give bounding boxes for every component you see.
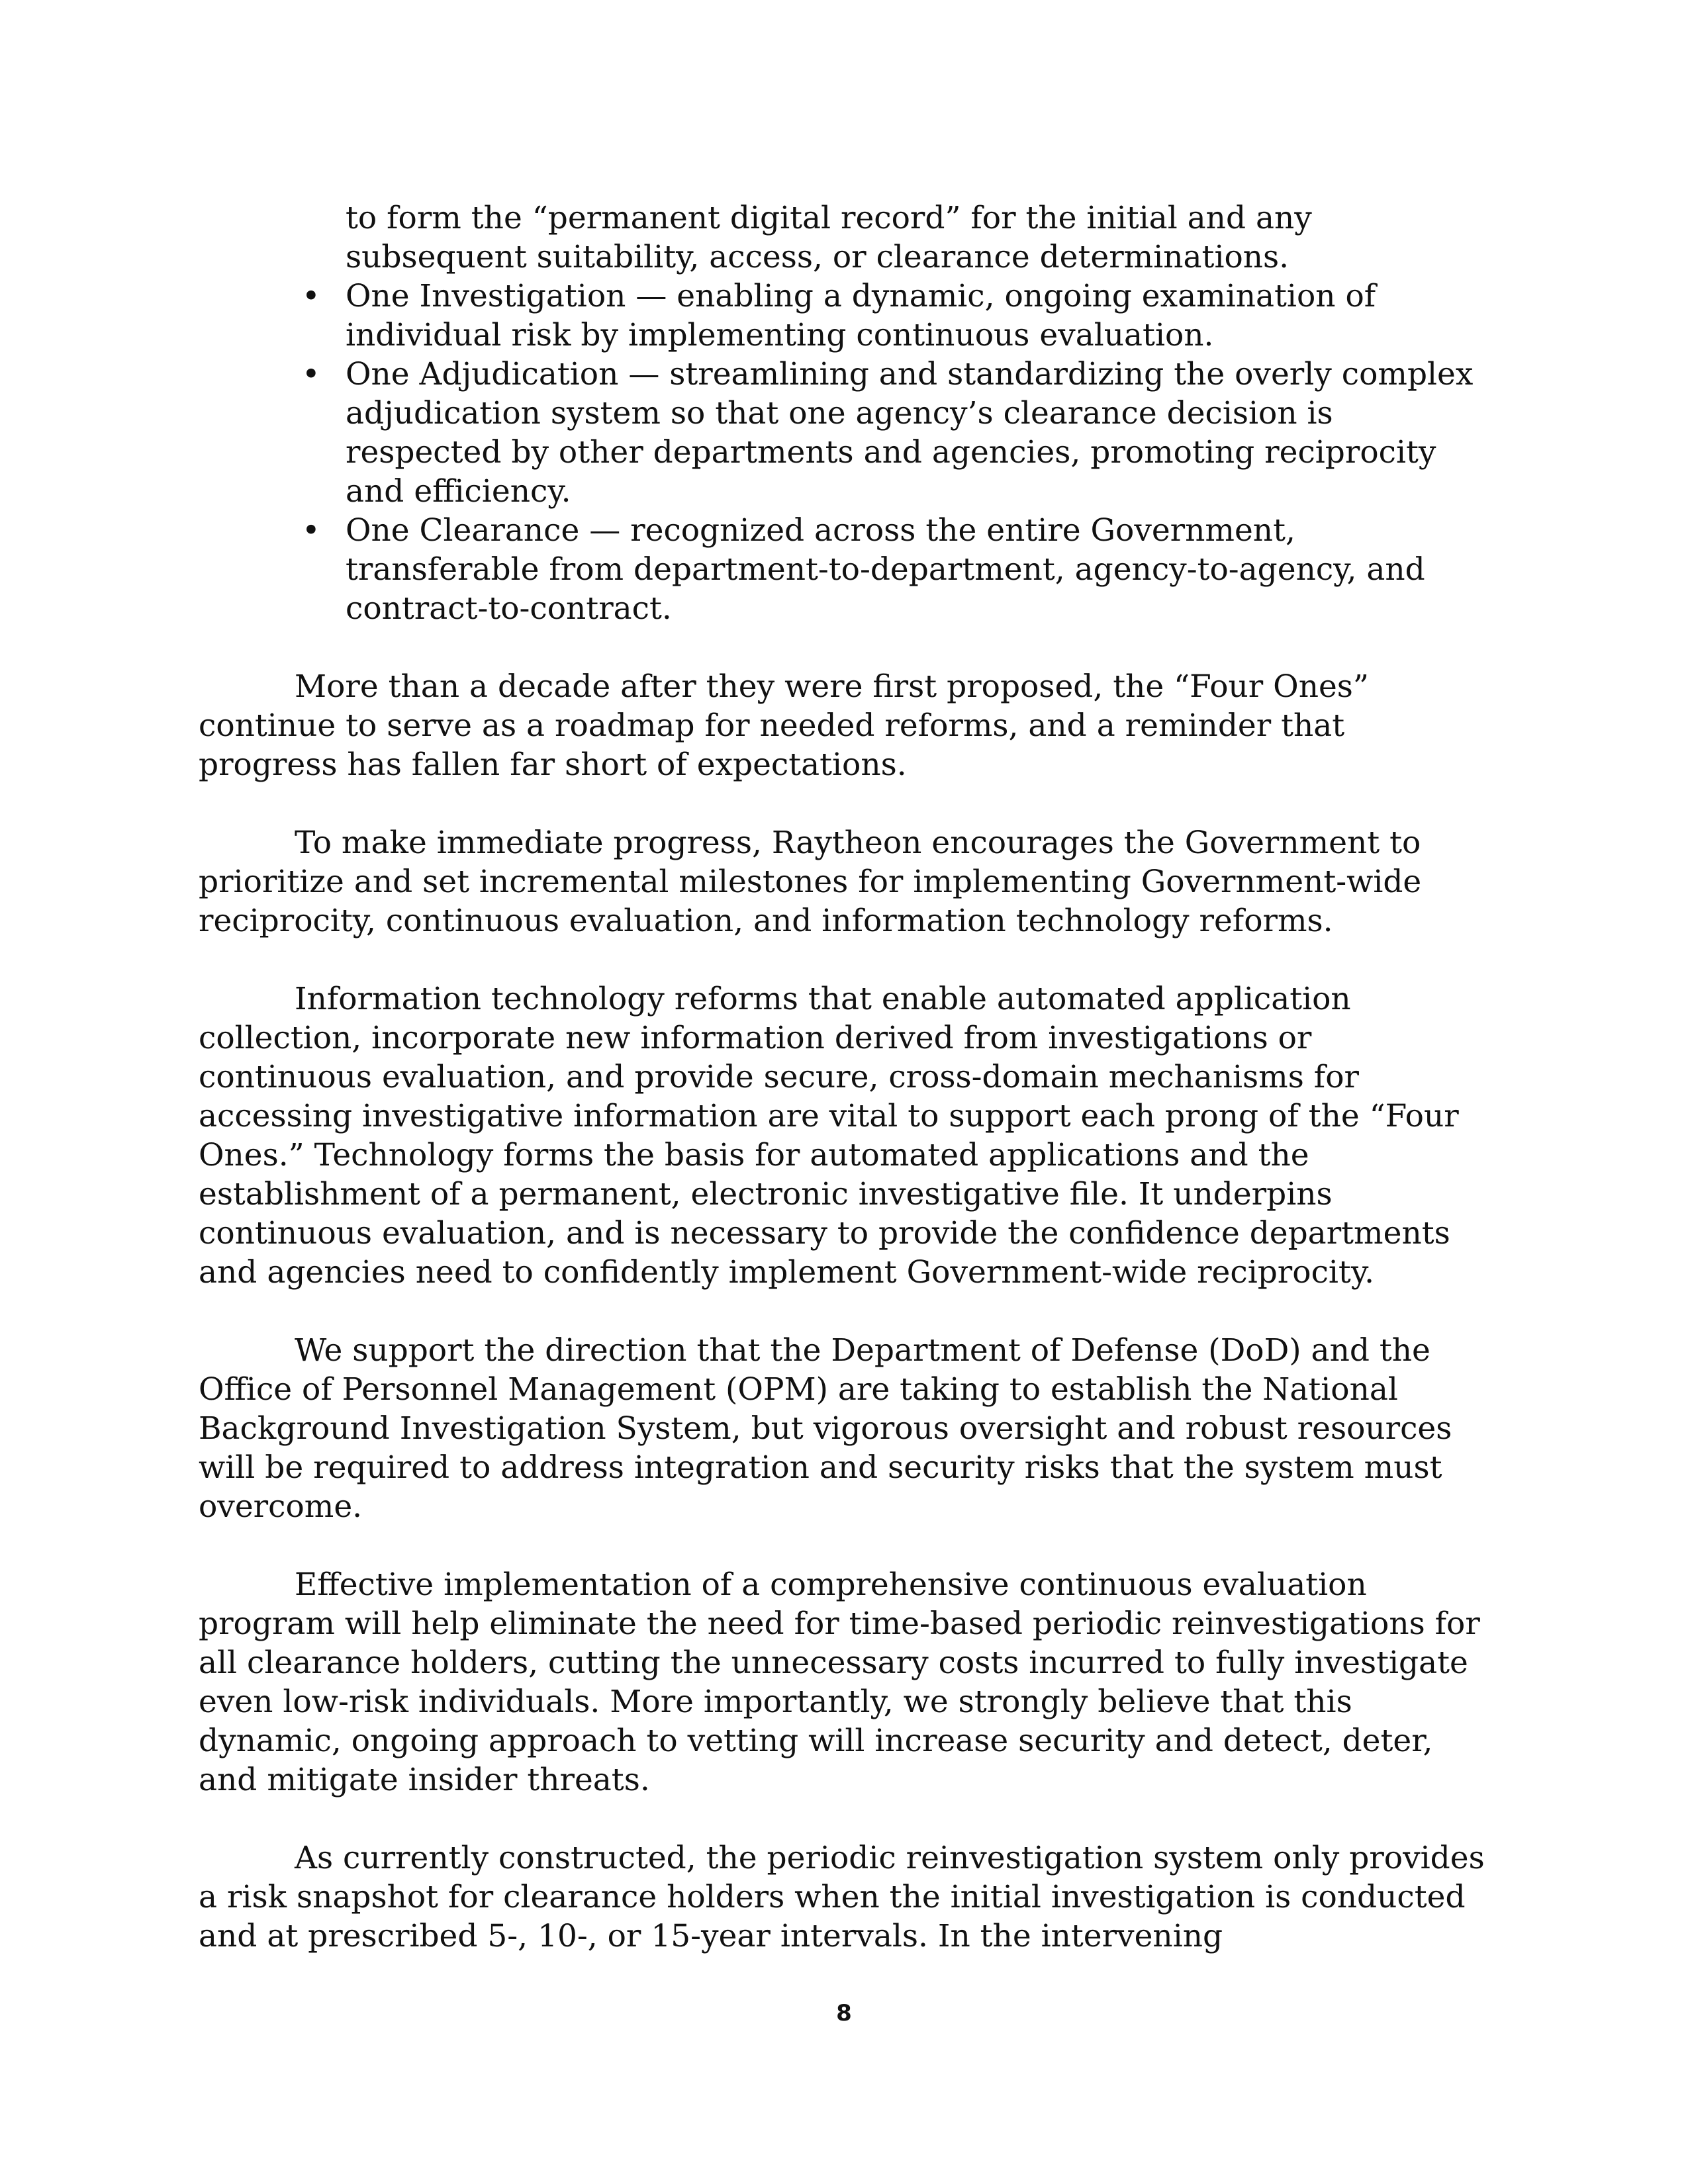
bullet-icon: • xyxy=(302,512,320,549)
paragraph-immediate-progress: To make immediate progress, Raytheon encourages the Government to prioritize and set incremental milestones for implementing Government-wide reciprocity, continuous evaluation, and information technology reforms. xyxy=(199,825,1422,939)
bullet-list xyxy=(199,277,1489,628)
bullet-continuation: to form the “permanent digital record” for the initial and any subsequent suitability, access, or clearance determinations. xyxy=(346,200,1312,275)
document-page xyxy=(199,199,1489,1987)
bullet-icon: • xyxy=(302,278,320,314)
bullet-item xyxy=(302,511,1489,628)
bullet-text: One Clearance — recognized across the entire Government, transferable from department-to-department, agency-to-agency, and contract-to-contract. xyxy=(346,512,1425,627)
paragraph-continuous-evaluation: Effective implementation of a comprehensive continuous evaluation program will help eliminate the need for time-based periodic reinvestigations for all clearance holders, cutting the unnecessary costs incurred to fully investigate even low-risk individuals. More importantly, we strongly believe that this dynamic, ongoing approach to vetting will increase security and detect, deter, and mitigate insider threats. xyxy=(199,1567,1480,1798)
paragraph-it-reforms: Information technology reforms that enable automated application collection, incorporate new information derived from investigations or continuous evaluation, and provide secure, cross-domain mechanisms for accessing investigative information are vital to support each prong of the “Four Ones.” Technology forms the basis for automated applications and the establishment of a permanent, electronic investigative file. It underpins continuous evaluation, and is necessary to provide the confidence departments and agencies need to confidently implement Government-wide reciprocity. xyxy=(199,981,1459,1291)
bullet-text: One Investigation — enabling a dynamic, ongoing examination of individual risk by implementing continuous evaluation. xyxy=(346,278,1376,353)
bullet-text: One Adjudication — streamlining and standardizing the overly complex adjudication system so that one agency’s clearance decision is respected by other departments and agencies, promoting reciprocity and efficiency. xyxy=(346,356,1474,510)
paragraph-four-ones: More than a decade after they were first proposed, the “Four Ones” continue to serve as a roadmap for needed reforms, and a reminder that progress has fallen far short of expectations. xyxy=(199,668,1369,783)
bullet-item xyxy=(302,277,1489,355)
bullet-item xyxy=(302,355,1489,511)
bullet-icon: • xyxy=(302,356,320,392)
page-number: 8 xyxy=(836,2000,852,2026)
paragraph-nbis: We support the direction that the Department of Defense (DoD) and the Office of Personnel Management (OPM) are taking to establish the National Background Investigation System, but vigorous oversight and robust resources will be required to address integration and security risks that the system must overcome. xyxy=(199,1332,1452,1525)
paragraph-periodic-reinvestigation: As currently constructed, the periodic reinvestigation system only provides a risk snapshot for clearance holders when the initial investigation is conducted and at prescribed 5-, 10-, or 15-year intervals. In the intervening xyxy=(199,1840,1485,1954)
